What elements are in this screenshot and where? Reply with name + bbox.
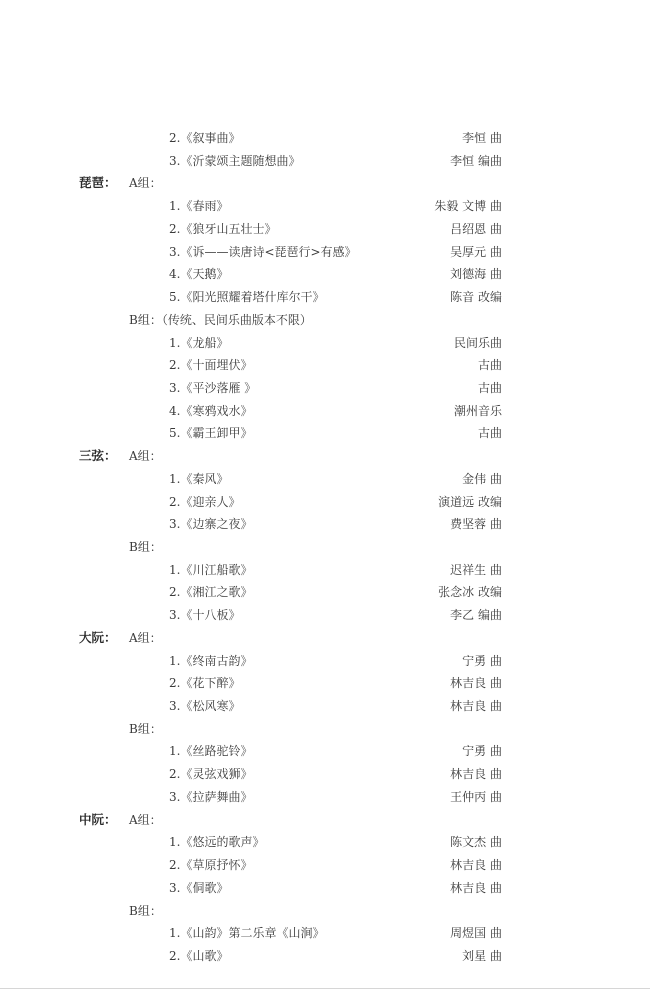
composer-credit: 周煜国 曲	[450, 926, 502, 941]
piece-title: 3.《松风寒》	[169, 699, 241, 713]
composer-credit: 刘星 曲	[462, 948, 502, 963]
page-bottom-divider	[0, 988, 650, 989]
piece-title: 3.《十八板》	[169, 608, 241, 623]
piece-row	[0, 762, 650, 785]
piece-title: 1.《秦风》	[169, 471, 229, 486]
composer-credit: 迟祥生 曲	[450, 562, 502, 577]
piece-row	[0, 126, 650, 149]
piece-row	[0, 217, 650, 240]
group-label: B组：	[129, 903, 162, 918]
composer-credit: 张念冰 改编	[438, 585, 502, 600]
group-heading-row	[0, 717, 650, 740]
composer-credit: 陈音 改编	[450, 290, 502, 304]
composer-credit: 林吉良 曲	[450, 676, 502, 691]
composer-credit: 金伟 曲	[462, 471, 502, 486]
piece-row	[0, 739, 650, 762]
composer-credit: 潮州音乐	[453, 403, 502, 418]
piece-title: 1.《终南古韵》	[169, 653, 253, 668]
piece-title: 5.《阳光照耀着塔什库尔干》	[169, 290, 325, 304]
piece-row	[0, 671, 650, 694]
piece-row	[0, 490, 650, 513]
composer-credit: 李乙 编曲	[450, 608, 502, 623]
piece-row	[0, 830, 650, 853]
group-label: A组：	[129, 449, 162, 464]
piece-row	[0, 467, 650, 490]
piece-row	[0, 399, 650, 422]
composer-credit: 宁勇 曲	[462, 744, 502, 759]
composer-credit: 古曲	[477, 380, 502, 395]
composer-credit: 刘德海 曲	[450, 267, 502, 282]
composer-credit: 古曲	[477, 426, 502, 441]
composer-credit: 演道远 改编	[438, 494, 502, 509]
group-heading-row	[0, 535, 650, 558]
piece-title: 2.《花下醉》	[169, 676, 241, 691]
piece-title: 2.《灵弦戏狮》	[169, 767, 253, 782]
composer-credit: 林吉良 曲	[450, 767, 502, 782]
piece-title: 4.《天鹅》	[169, 267, 229, 282]
piece-row	[0, 240, 650, 263]
piece-title: 2.《叙事曲》	[169, 131, 241, 145]
instrument-category: 大阮：	[79, 629, 117, 645]
piece-row	[0, 785, 650, 808]
piece-row	[0, 853, 650, 876]
composer-credit: 林吉良 曲	[450, 858, 502, 872]
composer-credit: 吴厚元 曲	[450, 244, 502, 259]
piece-title: 3.《平沙落雁 》	[169, 380, 257, 395]
instrument-category: 中阮：	[79, 811, 117, 827]
composer-credit: 朱毅 文博 曲	[434, 199, 502, 214]
piece-row	[0, 649, 650, 672]
group-heading-row	[0, 308, 650, 331]
piece-title: 2.《湘江之歌》	[169, 585, 253, 600]
piece-row	[0, 558, 650, 581]
group-heading-row	[0, 808, 650, 831]
composer-credit: 吕绍恩 曲	[450, 221, 502, 236]
piece-row	[0, 376, 650, 399]
piece-row	[0, 285, 650, 308]
piece-row	[0, 694, 650, 717]
composer-credit: 李恒 曲	[462, 131, 502, 145]
composer-credit: 王仲丙 曲	[450, 789, 502, 804]
group-heading-row	[0, 444, 650, 467]
piece-row	[0, 603, 650, 626]
group-label: B组：（传统、民间乐曲版本不限）	[129, 312, 312, 327]
group-heading-row	[0, 626, 650, 649]
piece-row	[0, 921, 650, 944]
piece-row	[0, 580, 650, 603]
piece-title: 2.《迎亲人》	[169, 494, 241, 509]
group-heading-row	[0, 171, 650, 194]
composer-credit: 民间乐曲	[453, 335, 502, 350]
piece-title: 2.《狼牙山五壮士》	[169, 221, 277, 236]
piece-title: 3.《边寨之夜》	[169, 517, 253, 532]
piece-title: 4.《寒鸦戏水》	[169, 403, 253, 418]
piece-row	[0, 149, 650, 172]
piece-title: 1.《丝路驼铃》	[169, 744, 253, 759]
group-label: A组：	[129, 812, 162, 827]
piece-title: 2.《山歌》	[169, 948, 229, 963]
piece-row	[0, 194, 650, 217]
group-label: B组：	[129, 721, 162, 736]
composer-credit: 林吉良 曲	[450, 880, 502, 895]
piece-row	[0, 262, 650, 285]
composer-credit: 李恒 编曲	[450, 153, 502, 168]
group-heading-row	[0, 899, 650, 922]
piece-row	[0, 421, 650, 444]
composer-credit: 古曲	[477, 358, 502, 373]
piece-row	[0, 876, 650, 899]
piece-row	[0, 944, 650, 967]
group-label: A组：	[129, 176, 162, 191]
instrument-category: 琵琶：	[79, 175, 117, 191]
piece-title: 1.《川江船歌》	[169, 562, 253, 577]
piece-title: 2.《十面埋伏》	[169, 358, 253, 373]
composer-credit: 陈文杰 曲	[450, 835, 502, 850]
piece-row	[0, 331, 650, 354]
group-label: A组：	[129, 630, 162, 645]
composer-credit: 林吉良 曲	[450, 699, 502, 713]
instrument-category: 三弦：	[79, 448, 117, 464]
piece-title: 1.《悠远的歌声》	[169, 835, 265, 850]
piece-title: 1.《龙船》	[169, 335, 229, 350]
piece-title: 3.《诉——读唐诗<琵琶行>有感》	[169, 244, 357, 259]
piece-title: 3.《沂蒙颂主题随想曲》	[169, 153, 301, 168]
piece-title: 5.《霸王卸甲》	[169, 426, 253, 441]
group-label: B组：	[129, 540, 162, 554]
composer-credit: 宁勇 曲	[462, 653, 502, 668]
piece-title: 1.《春雨》	[169, 199, 229, 214]
piece-title: 3.《拉萨舞曲》	[169, 789, 253, 804]
piece-title: 3.《侗歌》	[169, 880, 229, 895]
piece-row	[0, 353, 650, 376]
piece-title: 1.《山韵》第二乐章《山涧》	[169, 926, 325, 941]
piece-row	[0, 512, 650, 535]
composer-credit: 费坚蓉 曲	[450, 517, 502, 532]
piece-title: 2.《草原抒怀》	[169, 858, 253, 872]
